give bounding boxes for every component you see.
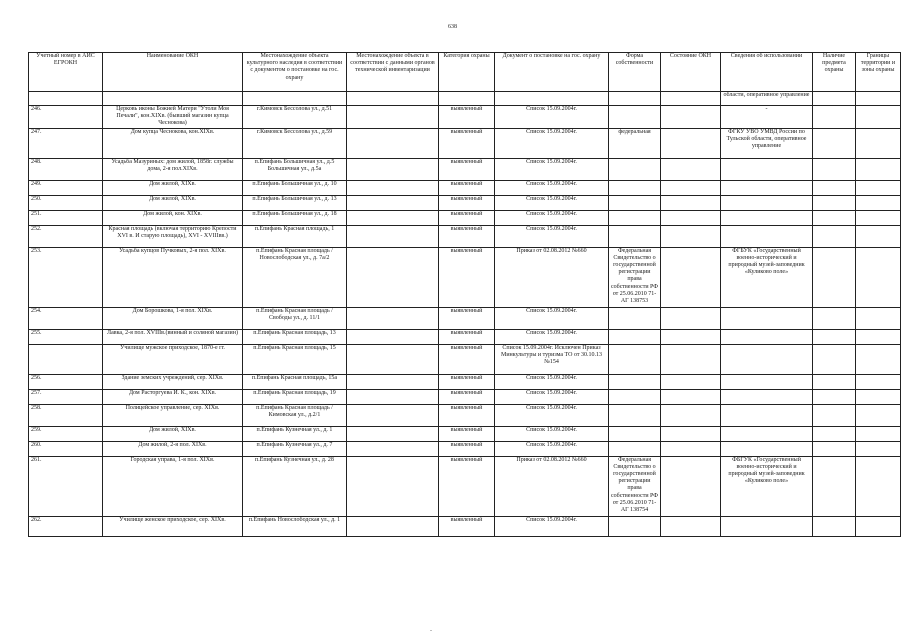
cell-name: Дом жилой, XIXв. (103, 180, 243, 195)
cell-name: Церковь иконы Божией Матери "Утоли Моя Печали", кон.XIXв. (бывший магазин купца Чеснокова) (103, 106, 243, 129)
cell-account-number: 254. (29, 307, 103, 329)
cell-name: Усадьба купцов Пучковых, 2-я пол. XIXв. (103, 247, 243, 307)
cell-ownership (609, 195, 661, 210)
cell-usage: - (721, 106, 813, 129)
table-header-row (29, 53, 901, 92)
cell-usage (721, 158, 813, 180)
cell-usage (721, 441, 813, 456)
cell-location-doc: п.Епифань Большичная ул., д. 10 (243, 180, 347, 195)
cell-protection-subject (813, 180, 856, 195)
cell-ownership (609, 516, 661, 536)
cell-document: Список 15.09.2004г. Исключен Приказ Минкультуры и туризма ТО от 30.10.13 №154 (495, 344, 609, 374)
cell-condition (661, 307, 721, 329)
cell-account-number: 248. (29, 158, 103, 180)
cell-ownership (609, 404, 661, 426)
cell-protection-subject (813, 247, 856, 307)
cell-document: Список 15.09.2004г. (495, 195, 609, 210)
cell-condition (661, 456, 721, 516)
cell-protection-subject (813, 128, 856, 158)
cell-document (495, 92, 609, 106)
cell-ownership (609, 344, 661, 374)
cell-protection-subject (813, 344, 856, 374)
cell-location-doc: п.Епифань Красная площадь / Новослободская ул., д. 7а/2 (243, 247, 347, 307)
cell-location-inventory (347, 374, 439, 389)
cell-document: Приказ от 02.08.2012 №660 (495, 247, 609, 307)
table-row (29, 404, 901, 426)
cell-document: Список 15.09.2004г. (495, 307, 609, 329)
cell-location-inventory (347, 180, 439, 195)
cell-usage (721, 404, 813, 426)
cell-boundaries (856, 158, 901, 180)
cell-category: выявленный (439, 456, 495, 516)
cell-category: выявленный (439, 225, 495, 247)
table-row (29, 92, 901, 106)
cell-location-inventory (347, 195, 439, 210)
col-header-name: Наименование ОКН (103, 53, 243, 92)
cell-document: Список 15.09.2004г. (495, 389, 609, 404)
cell-category: выявленный (439, 344, 495, 374)
table-row (29, 329, 901, 344)
cell-location-inventory (347, 456, 439, 516)
cell-category: выявленный (439, 404, 495, 426)
cell-ownership (609, 106, 661, 129)
cell-usage: области, оперативное управление (721, 92, 813, 106)
cell-location-doc: п.Епифань Большичная ул., д. 13 (243, 195, 347, 210)
cell-protection-subject (813, 389, 856, 404)
cell-location-inventory (347, 404, 439, 426)
cell-condition (661, 516, 721, 536)
cell-location-doc (243, 92, 347, 106)
cell-ownership (609, 210, 661, 225)
cell-name: Училище мужское приходское, 1870-е гг. (103, 344, 243, 374)
cell-document: Список 15.09.2004г. (495, 180, 609, 195)
cell-condition (661, 225, 721, 247)
cell-category: выявленный (439, 128, 495, 158)
cell-category: выявленный (439, 210, 495, 225)
cell-document: Список 15.09.2004г. (495, 426, 609, 441)
cell-document: Список 15.09.2004г. (495, 158, 609, 180)
cell-account-number: 250. (29, 195, 103, 210)
cell-document: Список 15.09.2004г. (495, 404, 609, 426)
cell-account-number: 260. (29, 441, 103, 456)
cell-boundaries (856, 404, 901, 426)
table-row (29, 516, 901, 536)
footer-mark: - (430, 628, 432, 634)
cell-category (439, 92, 495, 106)
cell-protection-subject (813, 195, 856, 210)
cell-boundaries (856, 456, 901, 516)
cell-ownership (609, 329, 661, 344)
cell-account-number: 253. (29, 247, 103, 307)
cell-location-doc: п.Епифань Красная площадь, 19 (243, 389, 347, 404)
cell-location-doc: п.Епифань Большичная ул., д.5 Большичная ул., д.5а (243, 158, 347, 180)
cell-usage (721, 225, 813, 247)
cell-ownership (609, 225, 661, 247)
cell-protection-subject (813, 158, 856, 180)
cell-condition (661, 158, 721, 180)
cell-location-doc: г.Кимовск Бессолова ул., д.51 (243, 106, 347, 129)
col-header-location-inventory: Местонахождение объекта в соответствии с данными органов технической инвентаризации (347, 53, 439, 92)
cell-location-inventory (347, 307, 439, 329)
cell-condition (661, 210, 721, 225)
cell-ownership (609, 374, 661, 389)
cell-location-inventory (347, 516, 439, 536)
cell-account-number: 255. (29, 329, 103, 344)
cell-name: Училище женское приходское, сер. XIXв. (103, 516, 243, 536)
cell-location-doc: п.Епифань Большичная ул., д. 18 (243, 210, 347, 225)
cell-condition (661, 92, 721, 106)
cell-location-doc: п.Епифань Красная площадь, 15а (243, 374, 347, 389)
col-header-usage: Сведения об использовании (721, 53, 813, 92)
cell-boundaries (856, 516, 901, 536)
cell-name (103, 92, 243, 106)
cell-name: Дом Расторгуева И. К., кон. XIXв. (103, 389, 243, 404)
cell-name: Здание земских учреждений, сер. XIXв. (103, 374, 243, 389)
cell-location-doc: п.Епифань Новослободская ул., д. 1 (243, 516, 347, 536)
table-row (29, 128, 901, 158)
cell-boundaries (856, 247, 901, 307)
table-row (29, 426, 901, 441)
cell-location-inventory (347, 128, 439, 158)
cell-account-number: 246. (29, 106, 103, 129)
cell-name: Дом Борошкова, 1-я пол. XIXв. (103, 307, 243, 329)
cell-category: выявленный (439, 426, 495, 441)
cell-usage (721, 180, 813, 195)
cell-name: Дом купца Чеснокова, кон.XIXв. (103, 128, 243, 158)
cell-account-number: 261. (29, 456, 103, 516)
cell-boundaries (856, 344, 901, 374)
cell-ownership (609, 180, 661, 195)
cell-condition (661, 404, 721, 426)
cell-protection-subject (813, 516, 856, 536)
cell-ownership (609, 389, 661, 404)
cell-category: выявленный (439, 106, 495, 129)
cell-location-inventory (347, 426, 439, 441)
col-header-protection-subject: Наличие предмета охраны (813, 53, 856, 92)
cell-protection-subject (813, 404, 856, 426)
cell-boundaries (856, 210, 901, 225)
cell-ownership: Федеральная Свидетельство о государственной регистрации права собственности РФ от 25.06.2010 71-АГ 138754 (609, 456, 661, 516)
cell-condition (661, 441, 721, 456)
cell-document: Список 15.09.2004г. (495, 106, 609, 129)
cell-ownership (609, 441, 661, 456)
cell-category: выявленный (439, 329, 495, 344)
cell-location-inventory (347, 106, 439, 129)
cell-name: Дом жилой, кон. XIXв. (103, 210, 243, 225)
cell-boundaries (856, 329, 901, 344)
cell-usage (721, 374, 813, 389)
cell-protection-subject (813, 307, 856, 329)
cell-location-doc: п.Епифань Красная площадь / Кимовская ул., д.2/1 (243, 404, 347, 426)
cell-location-doc: п.Епифань Кузнечная ул., д. 7 (243, 441, 347, 456)
cell-account-number: 257. (29, 389, 103, 404)
col-header-account-number: Учетный номер в АИС ЕГРОКН (29, 53, 103, 92)
cell-category: выявленный (439, 516, 495, 536)
cell-ownership (609, 307, 661, 329)
cell-usage: ФГКУ УВО УМВД России по Тульской области, оперативное управление (721, 128, 813, 158)
cell-condition (661, 180, 721, 195)
cell-category: выявленный (439, 389, 495, 404)
cell-document: Список 15.09.2004г. (495, 225, 609, 247)
cell-condition (661, 426, 721, 441)
cell-account-number (29, 92, 103, 106)
table-row (29, 307, 901, 329)
cell-category: выявленный (439, 180, 495, 195)
cell-account-number: 251. (29, 210, 103, 225)
cell-category: выявленный (439, 195, 495, 210)
cell-account-number: 247. (29, 128, 103, 158)
cell-account-number: 249. (29, 180, 103, 195)
cell-location-inventory (347, 247, 439, 307)
heritage-register-table (28, 52, 901, 537)
table-row (29, 158, 901, 180)
cell-protection-subject (813, 441, 856, 456)
cell-protection-subject (813, 374, 856, 389)
cell-name: Усадьба Мазуриных: дом жилой, 1858г. службы дома, 2-я пол.XIXв. (103, 158, 243, 180)
cell-name: Дом жилой, XIXв. (103, 426, 243, 441)
cell-name: Полицейское управление, сер. XIXв. (103, 404, 243, 426)
cell-boundaries (856, 389, 901, 404)
cell-boundaries (856, 106, 901, 129)
cell-category: выявленный (439, 158, 495, 180)
cell-name: Дом жилой, XIXв. (103, 195, 243, 210)
cell-category: выявленный (439, 307, 495, 329)
cell-ownership: Федеральная Свидетельство о государственной регистрации права собственности РФ от 25.06.2010 71-АГ 138753 (609, 247, 661, 307)
cell-protection-subject (813, 210, 856, 225)
cell-document: Список 15.09.2004г. (495, 441, 609, 456)
table-row (29, 374, 901, 389)
cell-location-doc: п.Епифань Кузнечная ул., д. 28 (243, 456, 347, 516)
cell-location-inventory (347, 329, 439, 344)
cell-ownership: федеральная (609, 128, 661, 158)
cell-name: Красная площадь (включая территорию Крепости XVI в. И старую площадь), XVI - XVIIIвв.) (103, 225, 243, 247)
cell-location-doc: п.Епифань Красная площадь, 13 (243, 329, 347, 344)
cell-location-inventory (347, 92, 439, 106)
table-row (29, 225, 901, 247)
col-header-document: Документ о постановке на гос. охрану (495, 53, 609, 92)
cell-condition (661, 128, 721, 158)
cell-account-number: 252. (29, 225, 103, 247)
cell-location-inventory (347, 158, 439, 180)
cell-condition (661, 247, 721, 307)
cell-location-doc: г.Кимовск Бессолова ул., д.59 (243, 128, 347, 158)
cell-category: выявленный (439, 374, 495, 389)
col-header-condition: Состояние ОКН (661, 53, 721, 92)
col-header-location-doc: Местонахождение объекта культурного наследия в соответствии с документом о постановке на гос. охрану (243, 53, 347, 92)
cell-document: Список 15.09.2004г. (495, 374, 609, 389)
cell-condition (661, 106, 721, 129)
cell-account-number (29, 344, 103, 374)
cell-usage (721, 307, 813, 329)
cell-location-inventory (347, 210, 439, 225)
cell-protection-subject (813, 225, 856, 247)
cell-account-number: 262. (29, 516, 103, 536)
table-row (29, 247, 901, 307)
cell-boundaries (856, 128, 901, 158)
cell-ownership (609, 92, 661, 106)
cell-condition (661, 374, 721, 389)
cell-document: Список 15.09.2004г. (495, 210, 609, 225)
cell-location-inventory (347, 344, 439, 374)
table-row (29, 180, 901, 195)
table-row (29, 195, 901, 210)
cell-location-doc: п.Епифань Красная площадь / Свободы ул., д. 11/1 (243, 307, 347, 329)
cell-usage (721, 426, 813, 441)
cell-location-inventory (347, 441, 439, 456)
cell-location-doc: п.Епифань Красная площадь, 1 (243, 225, 347, 247)
cell-protection-subject (813, 456, 856, 516)
cell-ownership (609, 426, 661, 441)
cell-name: Городская управа, 1-я пол. XIXв. (103, 456, 243, 516)
cell-protection-subject (813, 92, 856, 106)
cell-location-doc: п.Епифань Красная площадь, 15 (243, 344, 347, 374)
cell-usage (721, 195, 813, 210)
table-row (29, 344, 901, 374)
cell-document: Список 15.09.2004г. (495, 128, 609, 158)
cell-usage: ФБГУК «Государственный военно-исторический и природный музей-заповедник «Куликово поле» (721, 456, 813, 516)
cell-document: Список 15.09.2004г. (495, 516, 609, 536)
cell-usage (721, 344, 813, 374)
cell-condition (661, 195, 721, 210)
cell-protection-subject (813, 329, 856, 344)
cell-protection-subject (813, 106, 856, 129)
cell-boundaries (856, 180, 901, 195)
table-row (29, 389, 901, 404)
cell-boundaries (856, 195, 901, 210)
cell-document: Приказ от 02.08.2012 №660 (495, 456, 609, 516)
cell-usage (721, 329, 813, 344)
cell-document: Список 15.09.2004г. (495, 329, 609, 344)
cell-location-inventory (347, 389, 439, 404)
table-row (29, 106, 901, 129)
cell-boundaries (856, 225, 901, 247)
cell-boundaries (856, 374, 901, 389)
cell-condition (661, 329, 721, 344)
cell-usage: ФГБУК «Государственный военно-исторический и природный музей-заповедник «Куликово поле» (721, 247, 813, 307)
cell-name: Дом жилой, 2-я пол. XIXв. (103, 441, 243, 456)
cell-usage (721, 516, 813, 536)
table-row (29, 456, 901, 516)
cell-condition (661, 344, 721, 374)
cell-usage (721, 389, 813, 404)
cell-name: Лавка, 2-я пол. XVIIIв.(винный и соляной магазин) (103, 329, 243, 344)
cell-boundaries (856, 92, 901, 106)
table-row (29, 441, 901, 456)
cell-location-inventory (347, 225, 439, 247)
cell-protection-subject (813, 426, 856, 441)
table-row (29, 210, 901, 225)
cell-category: выявленный (439, 247, 495, 307)
cell-account-number: 259. (29, 426, 103, 441)
cell-location-doc: п.Епифань Кузнечная ул., д. 1 (243, 426, 347, 441)
col-header-ownership: Форма собственности (609, 53, 661, 92)
col-header-boundaries: Границы территории и зоны охраны (856, 53, 901, 92)
cell-condition (661, 389, 721, 404)
cell-ownership (609, 158, 661, 180)
cell-account-number: 258. (29, 404, 103, 426)
cell-boundaries (856, 307, 901, 329)
cell-account-number: 256. (29, 374, 103, 389)
cell-boundaries (856, 426, 901, 441)
cell-usage (721, 210, 813, 225)
table-body (29, 92, 901, 537)
page-number: 638 (448, 24, 457, 30)
cell-boundaries (856, 441, 901, 456)
col-header-category: Категория охраны (439, 53, 495, 92)
cell-category: выявленный (439, 441, 495, 456)
